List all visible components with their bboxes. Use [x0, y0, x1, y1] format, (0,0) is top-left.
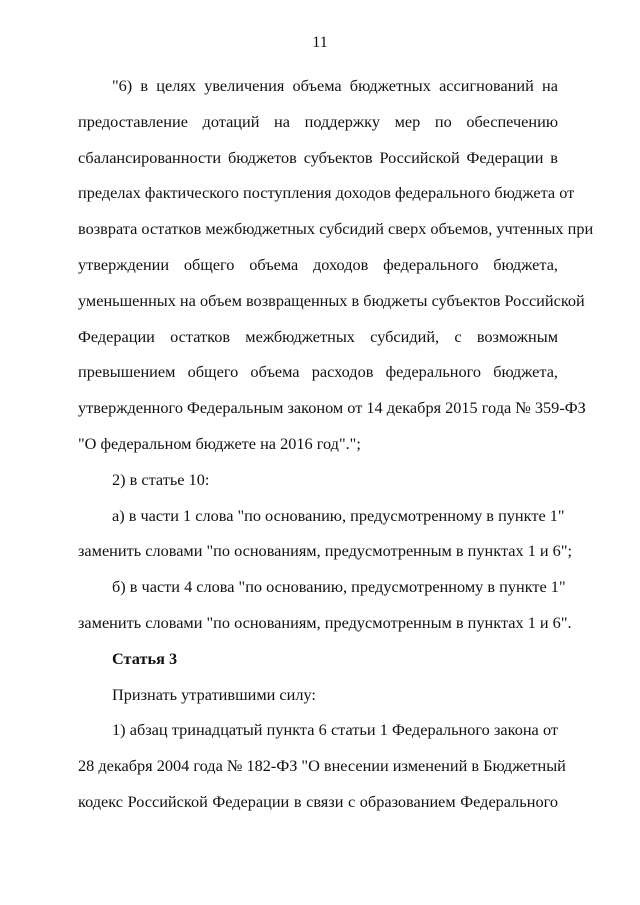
- text-line-6: утверждении общего объема доходов федерального бюджета,: [78, 254, 558, 274]
- text-line-8: Федерации остатков межбюджетных субсидий, с возможным: [78, 326, 558, 346]
- text-line-2: предоставление дотаций на поддержку мер по обеспечению: [78, 111, 558, 131]
- text-line-4: пределах фактического поступления доходов федерального бюджета от: [78, 183, 575, 203]
- text-line-18: Признать утратившими силу:: [112, 684, 316, 704]
- text-line-20: 28 декабря 2004 года № 182-ФЗ "О внесении изменений в Бюджетный: [78, 756, 566, 776]
- text-line-9: превышением общего объема расходов федерального бюджета,: [78, 362, 558, 382]
- text-line-21: кодекс Российской Федерации в связи с образованием Федерального: [78, 791, 558, 811]
- text-line-15: б) в части 4 слова "по основанию, предусмотренному в пункте 1": [112, 577, 566, 597]
- text-line-11: "О федеральном бюджете на 2016 год".";: [78, 433, 361, 453]
- text-line-13: а) в части 1 слова "по основанию, предусмотренному в пункте 1": [112, 505, 565, 525]
- text-line-3: сбалансированности бюджетов субъектов Российской Федерации в: [78, 147, 558, 167]
- article-heading: Статья 3: [112, 648, 178, 668]
- text-line-14: заменить словами "по основаниям, предусмотренным в пунктах 1 и 6";: [78, 541, 572, 561]
- text-line-12: 2) в статье 10:: [112, 469, 210, 489]
- text-line-10: утвержденного Федеральным законом от 14 декабря 2015 года № 359-ФЗ: [78, 398, 586, 418]
- text-line-5: возврата остатков межбюджетных субсидий сверх объемов, учтенных при: [78, 219, 594, 239]
- text-line-19: 1) абзац тринадцатый пункта 6 статьи 1 Федерального закона от: [112, 720, 558, 740]
- text-line-16: заменить словами "по основаниям, предусмотренным в пунктах 1 и 6".: [78, 612, 572, 632]
- text-line-7: уменьшенных на объем возвращенных в бюджеты субъектов Российской: [78, 290, 585, 310]
- document-body: [78, 68, 594, 820]
- page-number: 11: [312, 34, 328, 51]
- text-line-1: "6) в целях увеличения объема бюджетных ассигнований на: [112, 76, 558, 95]
